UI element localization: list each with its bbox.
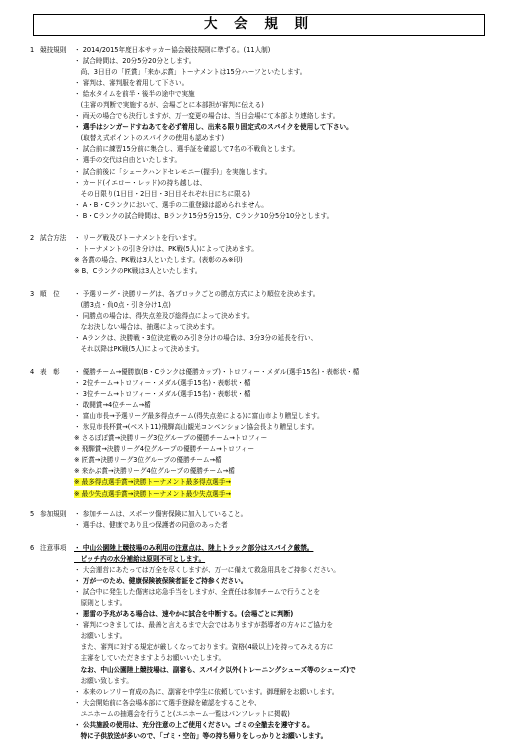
- rule-line: その日限り(1日目・2日目・3日目それぞれ日にちに限る): [74, 189, 250, 198]
- rule-line: 原則とします。: [74, 599, 127, 608]
- rule-line: ・ 2位チーム→トロフィー・メダル(選手15名)・表彰状・楯: [74, 379, 251, 388]
- rule-line: なお、中山公園陸上競技場は、副審も、スパイク以外(トレーニングシューズ等のシューズ)で: [74, 665, 356, 674]
- section-body: [74, 543, 504, 742]
- rule-line: ・ 試合時間は、20分5分20分とします。: [74, 57, 196, 66]
- rule-line: ピッチ内の水分補給は原則不可とします。: [74, 555, 206, 564]
- rule-line: ※ B、CランクのPK戦は3人といたします。: [74, 267, 202, 276]
- section-body: [74, 289, 504, 355]
- section-label: 参加規則: [40, 510, 67, 518]
- section-number: 3: [30, 290, 35, 298]
- rule-line: ・ 試合中に発生した傷害は応急手当をしますが、全責任は参加チームで行うことを: [74, 588, 321, 597]
- section-body: [74, 45, 504, 222]
- rule-line: ・ 試合前に練習15分前に集合し、選手証を確認して7名の不戦負とします。: [74, 145, 300, 154]
- rule-line: ・ 公共施設の使用は、充分注意の上ご使用ください。ゴミの全撤去を遵守する。: [74, 720, 314, 729]
- rule-line: (主審の判断で実施するが、会場ごとに本部担が審判に伝える): [74, 101, 264, 110]
- rule-line: ・ リーグ戦及びトーナメントを行います。: [74, 234, 201, 242]
- section-label: 試合方法: [40, 234, 67, 242]
- rule-line: ・ トーナメントの引き分けは、PK戦(5人)によって決めます。: [74, 245, 258, 254]
- rule-line: ・ 大会開始前に各会場本部にて選手登録を確認をすることや、: [74, 698, 261, 707]
- rule-line: ・ 万が一のため、健康保険被保険者証をご持参ください。: [74, 577, 248, 586]
- section-body: [74, 367, 504, 500]
- rule-line: 尚、3日目の「匠賞」「来かぶ賞」トーナメントは15分ハーフといたします。: [74, 68, 307, 77]
- rule-line: ・ 同勝点の場合は、得失点差及び総得点によって決めます。: [74, 312, 254, 321]
- rule-line: 特に子供放送が多いので、「ゴミ・空缶」等の持ち帰りをしっかりとお願いします。: [74, 731, 328, 740]
- section-label: 順 位: [40, 290, 60, 298]
- rule-line: ・ 3位チーム→トロフィー・メダル(選手15名)・表彰状・楯: [74, 390, 251, 399]
- section-label: 表 彰: [40, 368, 60, 376]
- rule-line: ・ A・B・Cランクにおいて、選手の二重登録は認められません。: [74, 200, 268, 209]
- rule-line: ・ 氷見市長杯賞→(ベスト11)飛騨高山観光コンベンション協会長より贈呈します。: [74, 423, 319, 432]
- section-number: 5: [30, 510, 35, 518]
- rule-line: ※ 来かぶ賞→決勝リーグ4位グループの優勝チーム→楯: [74, 467, 235, 476]
- rule-line: (取替え式ポイントのスパイクの使用も認めます): [74, 134, 225, 143]
- rule-line: ・ 審判につきましては、最善と言えるまで大会ではありますが指導者の方々にご協力を: [74, 621, 334, 630]
- page-title: 大 会 規 則: [33, 14, 485, 36]
- rule-line: お願いします。: [74, 632, 127, 641]
- rule-line: ・ B・Cランクの試合時間は、Bランク15分5分15分、Cランク10分5分10分とします。: [74, 211, 334, 220]
- section-body: [74, 509, 504, 531]
- section-number: 1: [30, 46, 35, 54]
- rule-line: ・ 給水タイムを前半・後半の途中で実施: [74, 90, 195, 99]
- rule-line: ・ 本来のレフリー育成の為に、副審を中学生に依頼しています。御理解をお願いします。: [74, 687, 339, 696]
- rule-line: ・ 優勝チーム→優勝旗(B・Cランクは優勝カップ)・トロフィー・メダル(選手15名)・表彰状・楯: [74, 368, 360, 376]
- rule-line: ・ 参加チームは、スポーツ傷害保険に加入していること。: [74, 510, 248, 518]
- rule-line: ・ Aランクは、決勝戦・3位決定戦のみ引き分けの場合は、3分3分の延長を行い、: [74, 334, 318, 343]
- rule-line: お願い致します。: [74, 676, 133, 685]
- rule-line: ・ 選手は、健康であり且つ保護者の同意のあった者: [74, 521, 228, 530]
- rule-line: ・ 選手の交代は自由といたします。: [74, 156, 182, 165]
- rule-line: ・ 審判は、審判服を着用して下さい。: [74, 79, 189, 88]
- rule-line: 主審をしていただきますようお願いいたします。: [74, 654, 226, 663]
- rule-line: ※ 最多得点選手賞→決勝トーナメント最多得点選手→: [74, 478, 231, 487]
- rule-line: ・ 悪雷の予兆がある場合は、速やかに試合を中断する。(会場ごとに判断): [74, 610, 294, 619]
- section-label: 競技規則: [40, 46, 67, 54]
- rule-line: ・ 敢闘賞→4位チーム→楯: [74, 401, 151, 410]
- rule-line: なお決しない場合は、抽選によって決めます。: [74, 323, 219, 332]
- section-label: 注意事項: [40, 544, 67, 552]
- rule-line: また、審判に対する規定が厳しくなっております。資格(4級以上)を持ってみえる方に: [74, 643, 334, 652]
- rule-line: ・ 大会運営にあたっては万全を尽くしますが、万一に備えて救急用具をご持参ください。: [74, 566, 340, 575]
- section-number: 2: [30, 234, 35, 242]
- rule-line: ※ 各賞の場合、PK戦は3人といたします。(表彰のみ※印): [74, 256, 243, 265]
- rule-line: ・ 両天の場合でも決行しますが、万一変更の場合は、当日会場にて本部より連絡します。: [74, 112, 340, 121]
- rule-line: ・ 試合前後に「シェークハンドセレモニー(握手)」を実施します。: [74, 167, 272, 176]
- section-body: [74, 233, 504, 277]
- rule-line: (勝3点・負0点・引き分け1点): [74, 301, 171, 310]
- rule-line: ※ さるぼぼ賞→決勝リーグ3位グループの優勝チーム→トロフィー: [74, 434, 268, 443]
- rule-line: ・ 2014/2015年度日本サッカー協会競技規則に準ずる。(11人制): [74, 46, 271, 54]
- rule-line: ・ 富山市長→予選リーグ最多得点チーム(得失点差による)に富山市より贈呈します。: [74, 412, 324, 421]
- rule-line: ・ 予選リーグ・決勝リーグは、各ブロックごとの勝点方式により順位を決めます。: [74, 290, 320, 298]
- rule-line: ・ 選手はシンガードすねあてを必ず着用し、出来る限り固定式のスパイクを使用して下さい。: [74, 123, 353, 132]
- rule-line: それ以降はPK戦(5人)によって決めます。: [74, 345, 204, 354]
- rule-line: ・ 中山公園陸上競技場のみ利用の注意点は、陸上トラック部分はスパイク厳禁。: [74, 544, 314, 552]
- rule-line: ・ カード(イエロー・レッド)の持ち越しは、: [74, 178, 207, 187]
- section-number: 6: [30, 544, 35, 552]
- rule-line: ※ 匠賞→決勝リーグ3位グループの優勝チーム→楯: [74, 456, 222, 465]
- rule-line: ユニホームの抽選会を行うこと(ユニホーム一覧はパンフレットに掲載): [74, 709, 290, 718]
- section-number: 4: [30, 368, 35, 376]
- rule-line: ※ 飛騨賞→決勝リーグ4位グループの優勝チーム→トロフィー: [74, 445, 255, 454]
- rule-line: ※ 最少失点選手賞→決勝トーナメント最少失点選手→: [74, 489, 231, 498]
